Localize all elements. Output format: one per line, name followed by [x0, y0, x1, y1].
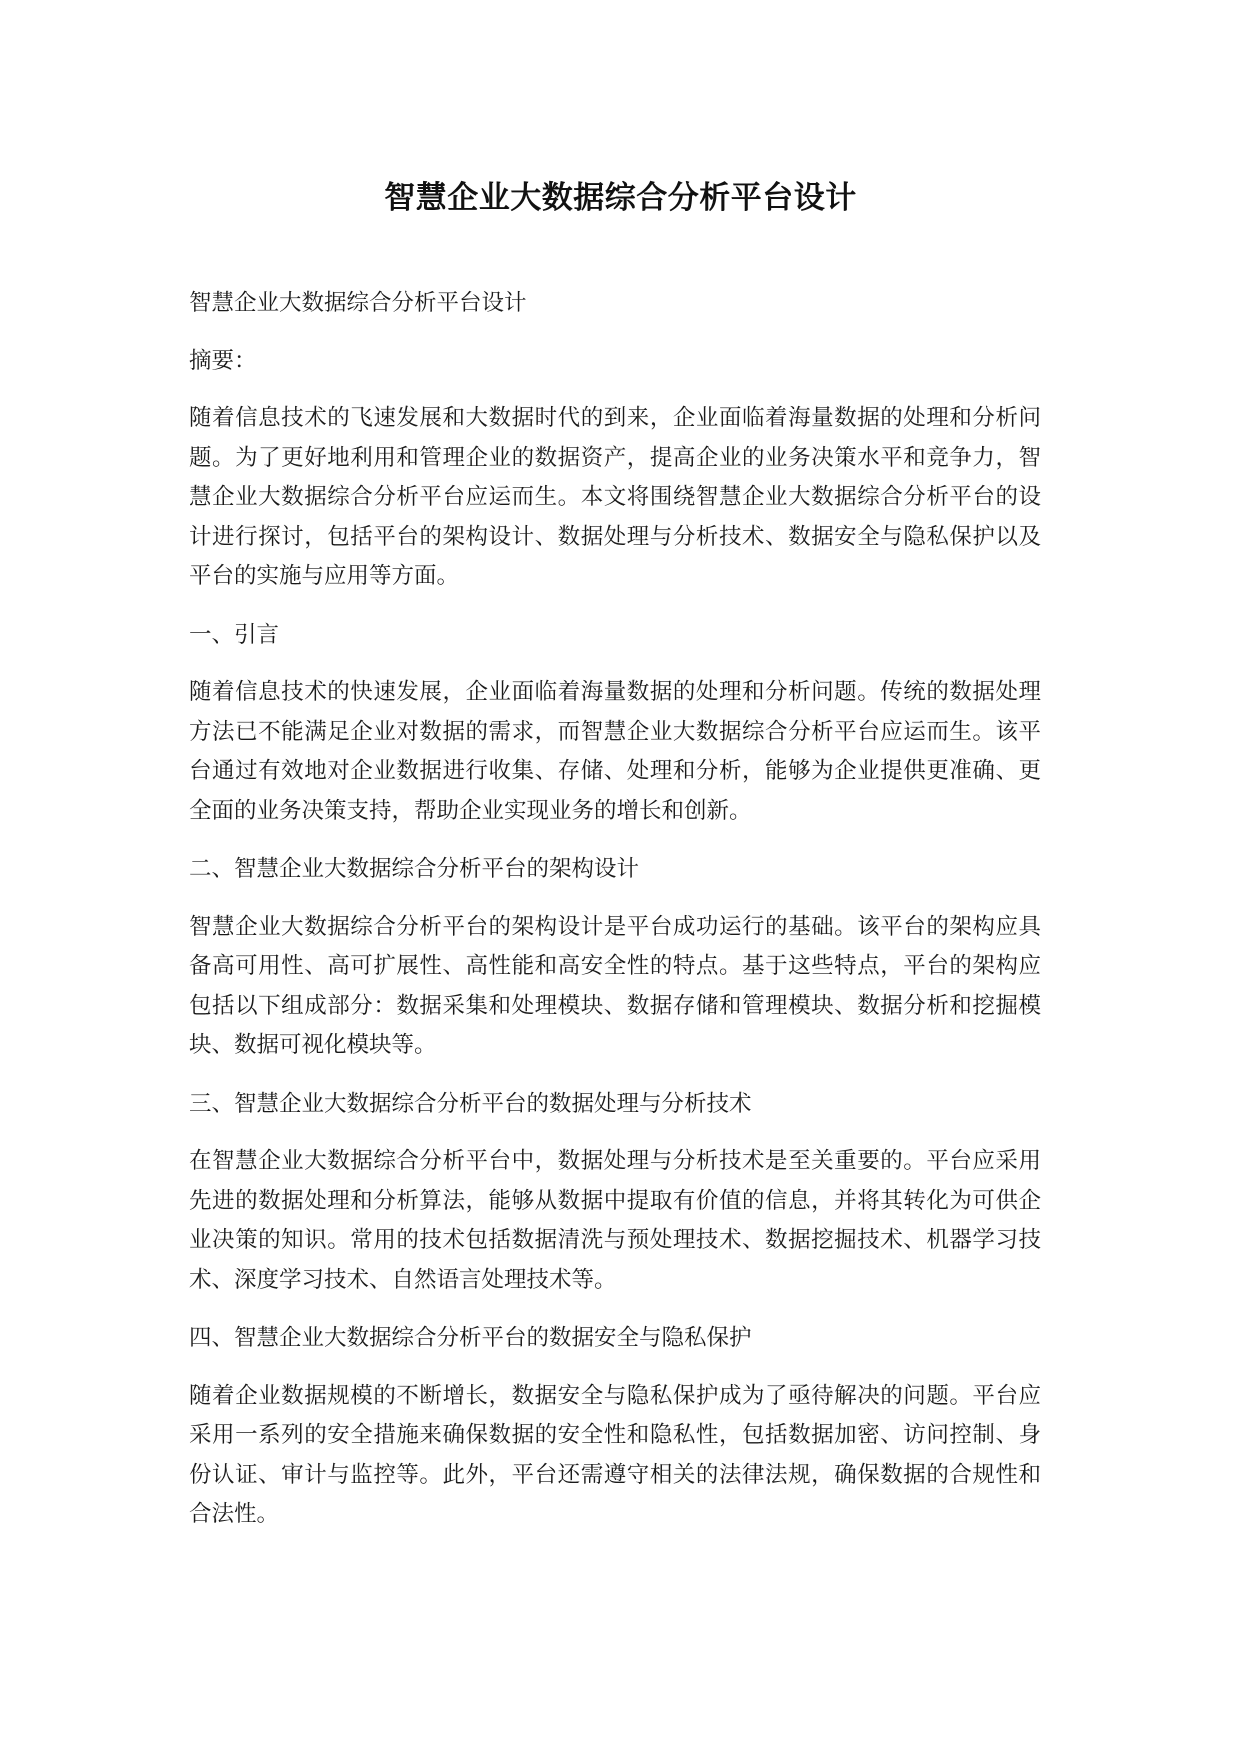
section-heading-1: 一、引言 [189, 621, 280, 648]
section-heading-3: 三、智慧企业大数据综合分析平台的数据处理与分析技术 [189, 1090, 752, 1117]
abstract-paragraph: 随着信息技术的飞速发展和大数据时代的到来，企业面临着海量数据的处理和分析问题。为了更好地利用和管理企业的数据资产，提高企业的业务决策水平和竞争力，智慧企业大数据综合分析平台应运而生。本文将围绕智慧企业大数据综合分析平台的设计进行探讨，包括平台的架构设计、数据处理与分析技术、数据安全与隐私保护以及平台的实施与应用等方面。 [189, 405, 1041, 589]
document-title: 智慧企业大数据综合分析平台设计 [384, 180, 857, 216]
section-paragraph-4: 随着企业数据规模的不断增长，数据安全与隐私保护成为了亟待解决的问题。平台应采用一系列的安全措施来确保数据的安全性和隐私性，包括数据加密、访问控制、身份认证、审计与监控等。此外，平台还需遵守相关的法律法规，确保数据的合规性和合法性。 [189, 1382, 1041, 1527]
section-paragraph-1: 随着信息技术的快速发展，企业面临着海量数据的处理和分析问题。传统的数据处理方法已不能满足企业对数据的需求，而智慧企业大数据综合分析平台应运而生。该平台通过有效地对企业数据进行收集、存储、处理和分析，能够为企业提供更准确、更全面的业务决策支持，帮助企业实现业务的增长和创新。 [189, 679, 1041, 824]
section-heading-2: 二、智慧企业大数据综合分析平台的架构设计 [189, 856, 640, 882]
subtitle-line: 智慧企业大数据综合分析平台设计 [189, 290, 527, 316]
section-paragraph-3: 在智慧企业大数据综合分析平台中，数据处理与分析技术是至关重要的。平台应采用先进的数据处理和分析算法，能够从数据中提取有价值的信息，并将其转化为可供企业决策的知识。常用的技术包括数据清洗与预处理技术、数据挖掘技术、机器学习技术、深度学习技术、自然语言处理技术等。 [189, 1148, 1041, 1293]
document-body [189, 284, 1041, 1554]
abstract-heading: 摘要： [189, 347, 257, 374]
section-paragraph-2: 智慧企业大数据综合分析平台的架构设计是平台成功运行的基础。该平台的架构应具备高可用性、高可扩展性、高性能和高安全性的特点。基于这些特点，平台的架构应包括以下组成部分：数据采集和处理模块、数据存储和管理模块、数据分析和挖掘模块、数据可视化模块等。 [189, 913, 1041, 1058]
section-heading-4: 四、智慧企业大数据综合分析平台的数据安全与隐私保护 [189, 1325, 752, 1351]
